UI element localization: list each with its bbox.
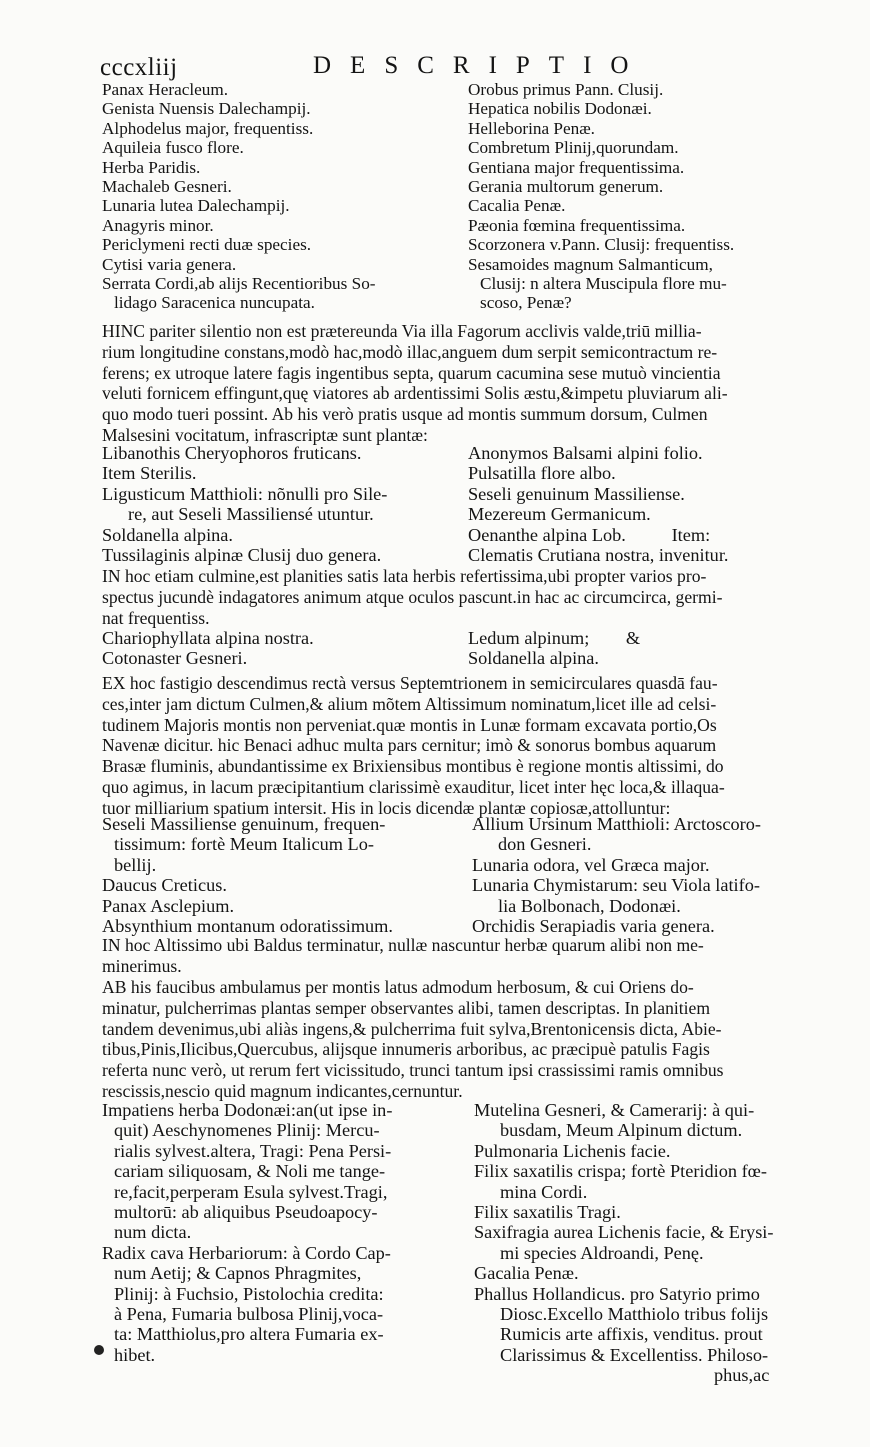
list-item: busdam, Meum Alpinum dictum.	[500, 1120, 743, 1141]
list-item: Orchidis Serapiadis varia genera.	[472, 916, 715, 937]
list-item: Lunaria Chymistarum: seu Viola latifo-	[472, 875, 760, 896]
list-item: Lunaria lutea Dalechampij.	[102, 196, 290, 216]
list-item: Anonymos Balsami alpini folio.	[468, 443, 703, 463]
paragraph-line: tibus,Pinis,Ilicibus,Quercubus, alijsque innumeris arboribus, ac præcipuè patulis Fagis	[102, 1039, 710, 1060]
paragraph-line: rescissis,nescio quid magnum indicantes,cernuntur.	[102, 1080, 463, 1101]
plant-list-4-right	[472, 814, 792, 936]
page-number: cccxliij	[100, 54, 178, 81]
ink-speck	[94, 1345, 104, 1355]
list-item: Seseli Massiliense genuinum, frequen-	[102, 814, 386, 834]
list-item: hibet.	[114, 1344, 156, 1365]
list-item: Soldanella alpina.	[468, 648, 599, 669]
list-item: Ligusticum Matthioli: nõnulli pro Sile-	[102, 483, 388, 504]
paragraph-line: IN hoc etiam culmine,est planities satis lata herbis refertissima,ubi propter varios pro-	[102, 566, 707, 586]
plant-list-5-left	[102, 1100, 464, 1365]
running-title: DESCRIPTIO	[313, 52, 648, 79]
list-item: Impatiens herba Dodonæi:an(ut ipse in-	[102, 1100, 393, 1120]
list-item: Anagyris minor.	[102, 215, 214, 235]
list-item: lia Bolbonach, Dodonæi.	[498, 895, 681, 916]
list-item: re,facit,perperam Esula sylvest.Tragi,	[114, 1181, 388, 1202]
list-item: Daucus Creticus.	[102, 875, 227, 896]
list-item: Clusij: n altera Muscipula flore mu-	[480, 274, 727, 294]
list-item: mina Cordi.	[500, 1181, 588, 1202]
list-item: mi species Aldroandi, Penę.	[500, 1242, 704, 1263]
list-item: Aquileia fusco flore.	[102, 138, 244, 158]
list-item: Lunaria odora, vel Græca major.	[472, 854, 710, 875]
list-item: Sesamoides magnum Salmanticum,	[468, 254, 713, 274]
list-item: bellij.	[114, 854, 157, 875]
list-item: Panax Asclepium.	[102, 895, 235, 916]
plant-list-1-right	[468, 80, 788, 313]
list-item: Combretum Plinij,quorundam.	[468, 138, 679, 158]
list-item: don Gesneri.	[498, 834, 592, 855]
list-item: lidago Saracenica nuncupata.	[114, 293, 315, 313]
list-item: Gerania multorum generum.	[468, 177, 664, 197]
list-item: Absynthium montanum odoratissimum.	[102, 916, 393, 937]
list-item: ta: Matthiolus,pro altera Fumaria ex-	[114, 1324, 384, 1345]
paragraph-line: tuor milliarium spatium intersit. His in locis dicendæ plantæ copiosæ,attolluntur:	[102, 797, 671, 818]
list-item: cariam siliquosam, & Noli me tange-	[114, 1161, 386, 1182]
list-item: Clematis Crutiana nostra, invenitur.	[468, 545, 729, 566]
list-item: Cotonaster Gesneri.	[102, 648, 248, 669]
list-item: Clarissimus & Excellentiss. Philoso-	[500, 1344, 769, 1365]
list-item: Phallus Hollandicus. pro Satyrio primo	[474, 1283, 760, 1304]
list-item: Pæonia fœmina frequentissima.	[468, 215, 686, 235]
paragraph-line: IN hoc Altissimo ubi Baldus terminatur, nullæ nascuntur herbæ quarum alibi non me-	[102, 935, 704, 955]
list-item: Cytisi varia genera.	[102, 254, 237, 274]
list-item: Alphodelus major, frequentiss.	[102, 118, 314, 138]
plant-list-3-left	[102, 628, 464, 669]
list-item: Machaleb Gesneri.	[102, 177, 232, 197]
paragraph-line: quo modo tueri possint. Ab his verò pratis usque ad montis summum dorsum, Culmen	[102, 404, 708, 425]
list-item: Radix cava Herbariorum: à Cordo Cap-	[102, 1242, 391, 1263]
paragraph-altissimo	[102, 935, 782, 977]
paragraph-line: tandem devenimus,ubi aliàs ingens,& pulcherrima fuit sylva,Brentonicensis dicta, Abie-	[102, 1018, 722, 1039]
list-item: Libanothis Cheryophoros fruticans.	[102, 443, 362, 463]
list-item: Serrata Cordi,ab alijs Recentioribus So-	[102, 274, 376, 294]
list-item: phus,ac	[714, 1365, 770, 1386]
list-item: Scorzonera v.Pann. Clusij: frequentiss.	[468, 235, 735, 255]
list-item: Genista Nuensis Dalechampij.	[102, 99, 311, 119]
list-item: Soldanella alpina.	[102, 524, 233, 545]
paragraph-line: veluti fornicem effingunt,quę viatores ab ardentissimi Solis æstu,&impetu pluviarum ali-	[102, 383, 728, 404]
list-item: re, aut Seseli Massiliensé utuntur.	[128, 504, 374, 525]
list-item: Saxifragia aurea Lichenis facie, & Erysi-	[474, 1222, 774, 1243]
list-item: multorū: ab aliquibus Pseudoapocy-	[114, 1202, 378, 1223]
list-item: à Pena, Fumaria bulbosa Plinij,voca-	[114, 1304, 384, 1325]
list-item: Mutelina Gesneri, & Camerarij: à qui-	[474, 1100, 755, 1120]
list-item: Seseli genuinum Massiliense.	[468, 483, 685, 504]
list-item: Pulsatilla flore albo.	[468, 463, 616, 484]
list-item: scoso, Penæ?	[480, 293, 572, 313]
paragraph-culmine	[102, 566, 782, 628]
list-item: tissimum: fortè Meum Italicum Lo-	[114, 834, 374, 855]
list-item: Mezereum Germanicum.	[468, 504, 651, 525]
plant-list-4-left	[102, 814, 464, 936]
paragraph-line: referta nunc verò, ut rerum fert vicissitudo, trunci tantum ipsi crassissimi ramis omnibus	[102, 1060, 724, 1081]
list-item: Panax Heracleum.	[102, 80, 228, 99]
plant-list-1-left	[102, 80, 464, 313]
list-item: Orobus primus Pann. Clusij.	[468, 80, 664, 99]
paragraph-line: Brasæ fluminis, abundantissime ex Brixiensibus montibus è regione montis altissimi, do	[102, 756, 724, 777]
list-item: Gentiana major frequentissima.	[468, 157, 685, 177]
list-item: Cacalia Penæ.	[468, 196, 566, 216]
list-item: rialis sylvest.altera, Tragi: Pena Persi-	[114, 1140, 392, 1161]
paragraph-line: Malsesini vocitatum, infrascriptæ sunt plantæ:	[102, 424, 428, 445]
list-item: Pulmonaria Lichenis facie.	[474, 1140, 671, 1161]
paragraph-line: EX hoc fastigio descendimus rectà versus Septemtrionem in semicirculares quasdā fau-	[102, 673, 718, 693]
paragraph-fastigio	[102, 673, 782, 819]
list-item: num Aetij; & Capnos Phragmites,	[114, 1263, 362, 1284]
paragraph-line: tudinem Majoris montis non perveniat.quæ montis in Lunæ formam excavata portio,Os	[102, 714, 717, 735]
paragraph-line: ces,inter jam dictum Culmen,& alium mõtem Altissimum nominatum,licet ille ad celsi-	[102, 693, 717, 714]
paragraph-line: HINC pariter silentio non est prætereunda Via illa Fagorum acclivis valde,triū millia-	[102, 321, 702, 341]
list-item: Periclymeni recti duæ species.	[102, 235, 312, 255]
paragraph-via-fagorum	[102, 321, 782, 446]
list-item: Oenanthe alpina Lob. Item:	[468, 524, 711, 545]
plant-list-2-right	[468, 443, 788, 565]
list-item: Allium Ursinum Matthioli: Arctoscoro-	[472, 814, 761, 834]
list-item: Gacalia Penæ.	[474, 1263, 579, 1284]
paragraph-line: Navenæ dicitur. hic Benaci adhuc multa pars cernitur; imò & sonorus bombus aquarum	[102, 735, 717, 756]
paragraph-line: ferens; ex utroque latere fagis ingentibus septa, quarum cacumina sese mutuò vincientia	[102, 362, 721, 383]
list-item: Rumicis arte affixis, venditus. prout	[500, 1324, 763, 1345]
paragraph-faucibus	[102, 977, 782, 1102]
plant-list-5-right	[474, 1100, 794, 1386]
list-item: Item Sterilis.	[102, 463, 197, 484]
list-item: Hepatica nobilis Dodonæi.	[468, 99, 652, 119]
paragraph-line: spectus jucundè indagatores animum atque oculos pascunt.in hac ac circumcirca, germi-	[102, 586, 723, 607]
list-item: quit) Aeschynomenes Plinij: Mercu-	[114, 1120, 380, 1141]
list-item: Helleborina Penæ.	[468, 118, 595, 138]
paragraph-line: minatur, pulcherrimas plantas semper observantes alibi, tamen descriptas. In planitiem	[102, 997, 711, 1018]
list-item: num dicta.	[114, 1222, 192, 1243]
paragraph-line: minerimus.	[102, 955, 182, 976]
paragraph-line: rium longitudine constans,modò hac,modò illac,anguem dum serpit semicontractum re-	[102, 341, 718, 362]
list-item: Herba Paridis.	[102, 157, 201, 177]
plant-list-2-left	[102, 443, 464, 565]
list-item: Filix saxatilis Tragi.	[474, 1202, 621, 1223]
list-item: Diosc.Excello Matthiolo tribus folijs	[500, 1304, 769, 1325]
list-item: Filix saxatilis crispa; fortè Pteridion fœ-	[474, 1161, 767, 1182]
paragraph-line: AB his faucibus ambulamus per montis latus admodum herbosum, & cui Oriens do-	[102, 977, 694, 997]
paragraph-line: quo agimus, in lacum præcipitantium clarissimè exauditur, licet inter hęc loca,& illaqua-	[102, 776, 725, 797]
list-item: Tussilaginis alpinæ Clusij duo genera.	[102, 545, 382, 566]
list-item: Chariophyllata alpina nostra.	[102, 628, 314, 648]
list-item: Plinij: à Fuchsio, Pistolochia credita:	[114, 1283, 384, 1304]
paragraph-line: nat frequentiss.	[102, 607, 210, 628]
plant-list-3-right	[468, 628, 788, 669]
list-item: Ledum alpinum; &	[468, 628, 641, 648]
